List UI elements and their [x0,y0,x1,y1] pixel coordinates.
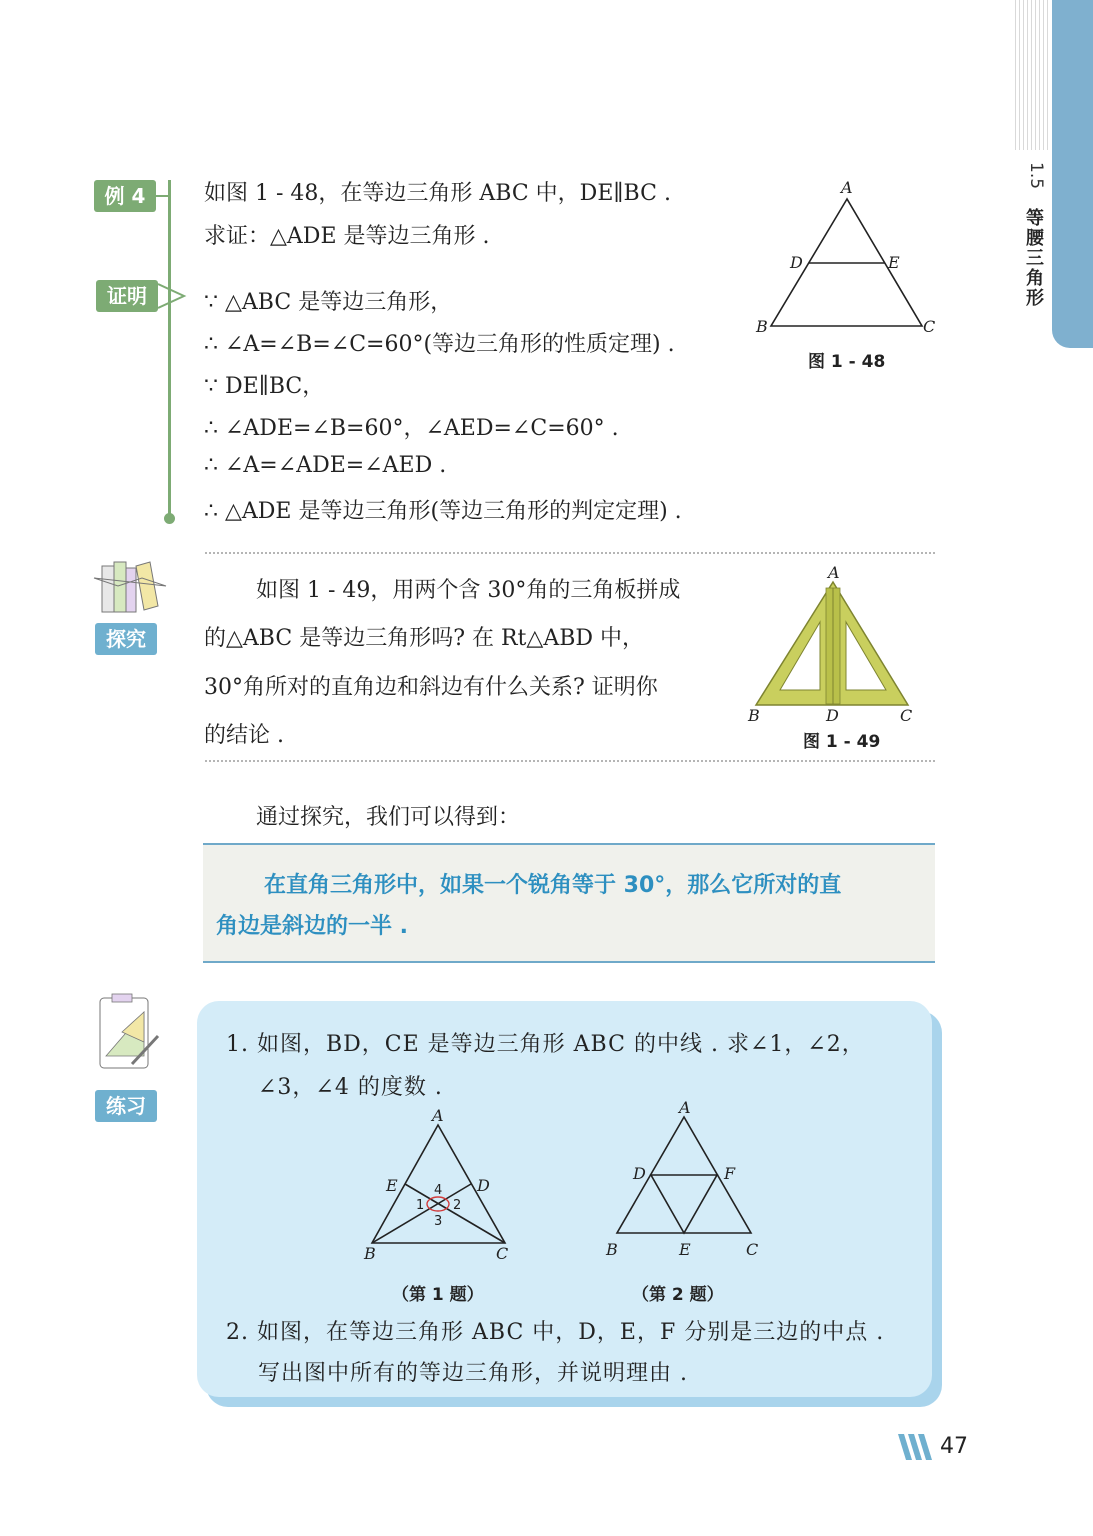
explore-bottom-divider [205,760,935,762]
figure-1-48-caption: 图 1 - 48 [808,352,886,372]
books-icon [92,558,168,616]
explore-line-2: 的△ABC 是等边三角形吗? 在 Rt△ABD 中， [204,626,645,651]
line-end-dot [164,513,175,524]
set-square-hole-right [846,622,886,690]
proof-line-4: ∴ ∠ADE=∠B=60°，∠AED=∠C=60° . [204,416,619,441]
angle-3-label: 3 [434,1214,443,1229]
conclusion-intro: 通过探究，我们可以得到： [256,805,521,830]
notebook-icon [92,992,168,1076]
angle-2-label: 2 [453,1198,462,1213]
label-a: A [828,563,840,582]
explore-line-3: 30°角所对的直角边和斜边有什么关系? 证明你 [204,675,658,700]
angle-4-label: 4 [434,1183,443,1198]
proof-line-3: ∵ DE∥BC， [204,374,325,399]
label-c: C [496,1244,509,1263]
side-tab [1052,0,1093,348]
label-e: E [888,253,900,272]
label-a: A [679,1098,691,1117]
explore-line-4: 的结论 . [204,723,284,748]
example-tag: 例 4 [94,180,156,212]
section-title: 等腰三角形 [1023,208,1044,308]
label-b: B [756,317,768,336]
example-problem-line-2: 求证：△ADE 是等边三角形 . [204,224,490,249]
explore-top-divider [205,552,935,554]
label-f: F [724,1164,736,1183]
label-b: B [748,706,760,725]
label-e: E [386,1176,398,1195]
theorem-box [203,843,935,963]
practice-figure-1-caption: （第 1 题） [392,1285,484,1305]
label-d: D [477,1176,490,1195]
theorem-line-2: 角边是斜边的一半 . [216,914,409,939]
practice-figure-1 [360,1105,520,1265]
proof-line-2: ∴ ∠A=∠B=∠C=60°(等边三角形的性质定理) . [204,332,675,357]
figure-1-49 [742,562,922,727]
proof-tag: 证明 [96,280,158,312]
figure-1-48 [752,175,942,340]
label-d: D [826,706,839,725]
label-c: C [746,1240,759,1259]
label-d: D [790,253,803,272]
page-number-stripes-icon [896,1432,940,1462]
example-vertical-line [168,180,171,518]
theorem-line-1: 在直角三角形中，如果一个锐角等于 30°，那么它所对的直 [264,873,842,898]
label-a: A [432,1106,444,1125]
explore-line-1: 如图 1 - 49，用两个含 30°角的三角板拼成 [256,578,681,603]
label-b: B [606,1240,618,1259]
practice-tag: 练习 [95,1090,157,1122]
proof-tag-arrow [158,280,188,312]
practice-q2-line-2: 写出图中所有的等边三角形，并说明理由 . [258,1361,688,1386]
label-a: A [841,178,853,197]
label-c: C [923,317,936,336]
example-tag-tick [156,195,170,197]
practice-figure-2-caption: （第 2 题） [632,1285,724,1305]
proof-line-5: ∴ ∠A=∠ADE=∠AED . [204,453,447,478]
explore-tag: 探究 [95,623,157,655]
figure-1-49-caption: 图 1 - 49 [803,732,881,752]
example-problem-line-1: 如图 1 - 48，在等边三角形 ABC 中，DE∥BC . [204,181,671,206]
side-tab-stripes [1015,0,1049,150]
label-e: E [679,1240,691,1259]
label-d: D [633,1164,646,1183]
proof-line-6: ∴ △ADE 是等边三角形(等边三角形的判定定理) . [204,499,682,524]
label-b: B [364,1244,376,1263]
practice-q1-line-1: 1. 如图，BD，CE 是等边三角形 ABC 的中线 . 求∠1，∠2， [226,1032,865,1057]
practice-q1-line-2: ∠3，∠4 的度数 . [258,1075,443,1100]
label-c: C [900,706,913,725]
proof-line-1: ∵ △ABC 是等边三角形， [204,290,453,315]
triangle-def [651,1175,717,1233]
section-number: 1.5 [1026,162,1046,190]
practice-q2-line-1: 2. 如图，在等边三角形 ABC 中，D，E，F 分别是三边的中点 . [226,1320,885,1345]
page-number: 47 [940,1434,968,1459]
angle-1-label: 1 [416,1198,425,1213]
practice-figure-2 [600,1095,770,1260]
